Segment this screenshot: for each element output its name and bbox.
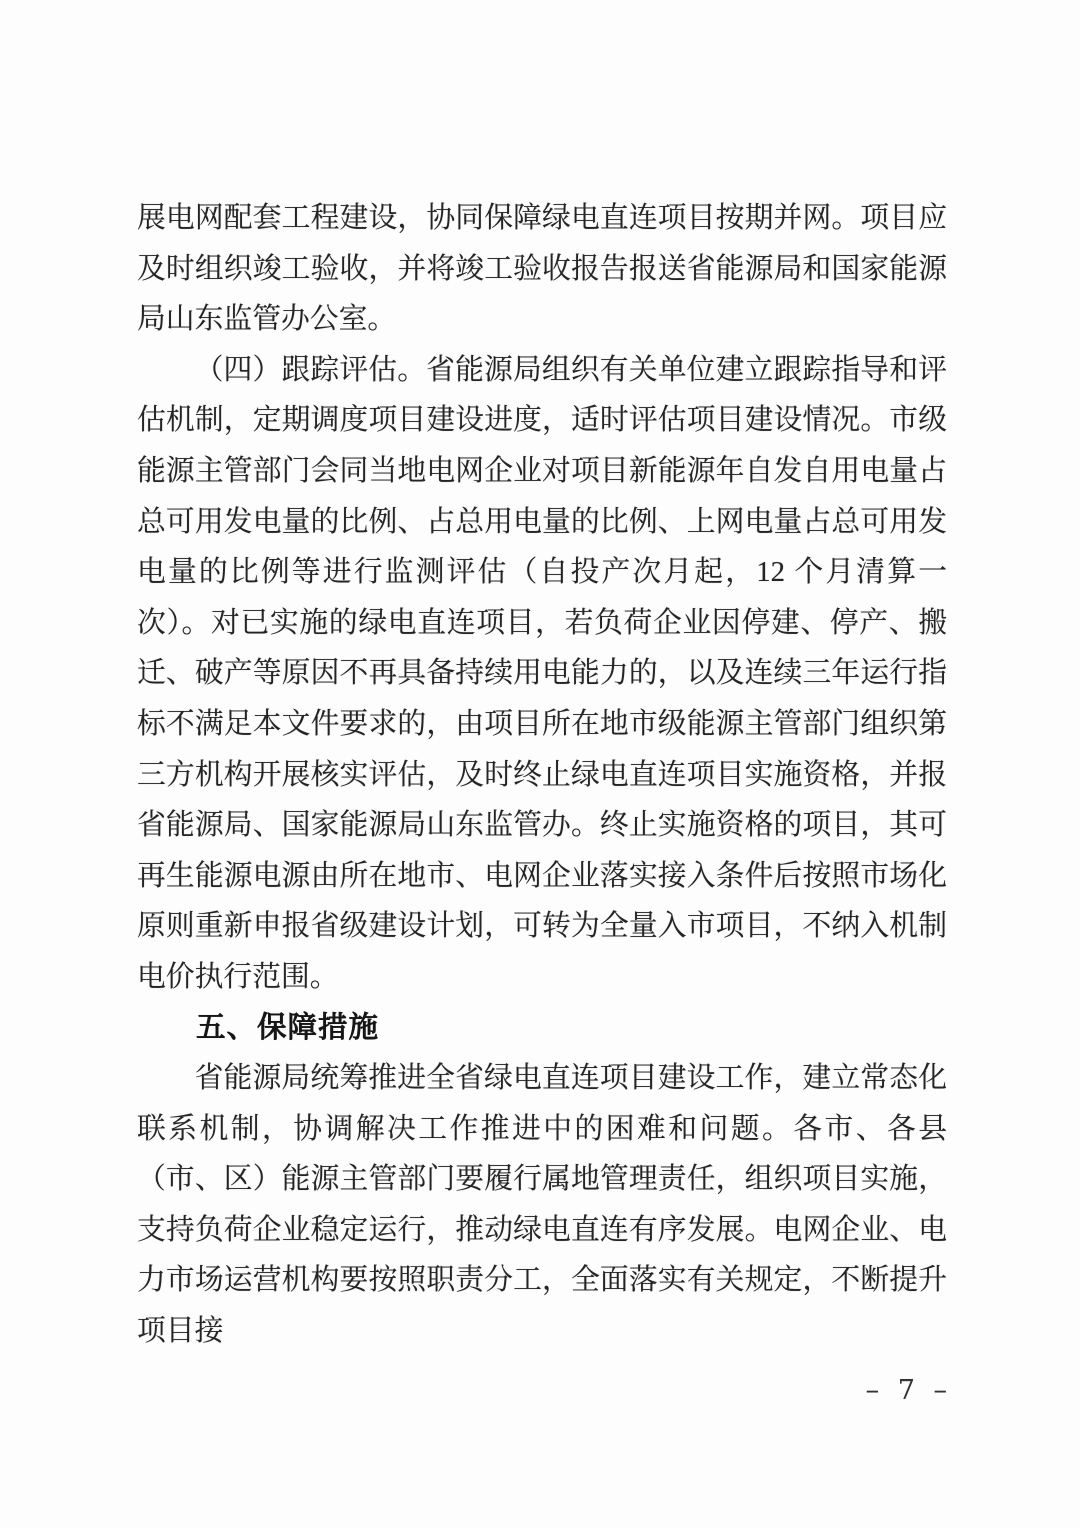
section-heading-safeguard-measures: 五、保障措施: [196, 1010, 380, 1044]
continuation-paragraph: 展电网配套工程建设，协同保障绿电直连项目按期并网。项目应及时组织竣工验收，并将竣工验收报告报送省能源局和国家能源局山东监管办公室。: [137, 202, 947, 336]
document-body: [137, 193, 947, 1357]
tracking-evaluation-paragraph: （四）跟踪评估。省能源局组织有关单位建立跟踪指导和评估机制，定期调度项目建设进度，适时评估项目建设情况。市级能源主管部门会同当地电网企业对项目新能源年自发自用电量占总可用发电量的比例、占总用电量的比例、上网电量占总可用发电量的比例等进行监测评估（自投产次月起，12 个月清算一次）。对已实施的绿电直连项目，若负荷企业因停建、停产、搬迁、破产等原因不再具备持续用电能力的，以及连续三年运行指标不满足本文件要求的，由项目所在地市级能源主管部门组织第三方机构开展核实评估，及时终止绿电直连项目实施资格，并报省能源局、国家能源局山东监管办。终止实施资格的项目，其可再生能源电源由所在地市、电网企业落实接入条件后按照市场化原则重新申报省级建设计划，可转为全量入市项目，不纳入机制电价执行范围。: [137, 353, 947, 993]
safeguards-paragraph: 省能源局统筹推进全省绿电直连项目建设工作，建立常态化联系机制，协调解决工作推进中的困难和问题。各市、各县（市、区）能源主管部门要履行属地管理责任，组织项目实施，支持负荷企业稳定运行，推动绿电直连有序发展。电网企业、电力市场运营机构要按照职责分工，全面落实有关规定，不断提升项目接: [137, 1062, 947, 1348]
page-number: – 7 –: [865, 1375, 952, 1406]
